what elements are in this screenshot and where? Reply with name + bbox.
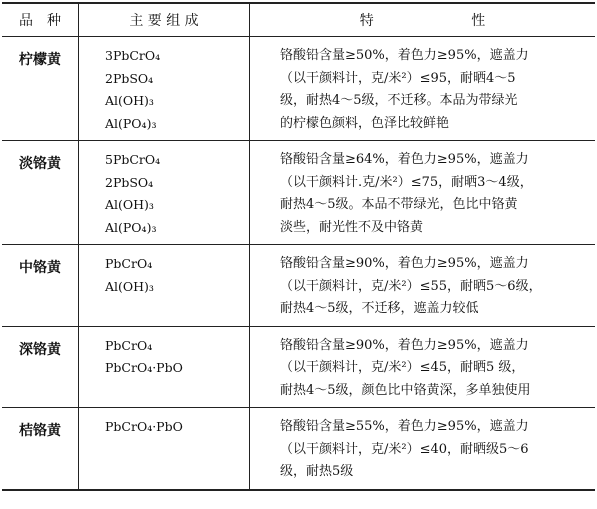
properties-line: 耐热4～5级，颜色比中铬黄深，多单独使用 xyxy=(280,382,531,398)
composition-formula: Al(OH)₃ xyxy=(105,93,154,108)
variety-cell: 柠檬黄 xyxy=(2,37,79,141)
properties-line: 铬酸铅含量≥55%，着色力≥95%，遮盖力 xyxy=(280,419,529,434)
table-row xyxy=(2,326,595,408)
composition-cell xyxy=(79,37,250,141)
properties-line: 耐热4～5级，不迁移，遮盖力较低 xyxy=(280,301,479,316)
composition-formula: PbCrO₄·PbO xyxy=(105,360,183,375)
header-row xyxy=(2,3,595,37)
composition-formula: 5PbCrO₄ xyxy=(105,152,161,167)
properties-line: 级，耐热5级 xyxy=(280,464,354,479)
composition-formula: 2PbSO₄ xyxy=(105,70,154,86)
properties-cell xyxy=(250,37,596,141)
properties-line: 铬酸铅含量≥90%，着色力≥95%，遮盖力 xyxy=(280,337,529,353)
composition-cell xyxy=(79,326,250,408)
properties-cell xyxy=(250,326,596,408)
properties-line: （以干颜料计，克/米²）≤40，耐晒级5～6 xyxy=(280,441,529,457)
composition-formula: Al(PO₄)₃ xyxy=(105,219,157,235)
header-properties xyxy=(250,3,596,37)
variety-cell: 深铬黄 xyxy=(2,326,79,408)
properties-line: （以干颜料计，克/米²）≤55，耐晒5～6级， xyxy=(280,278,542,294)
composition-cell xyxy=(79,141,250,245)
pigment-table xyxy=(2,2,595,491)
properties-line: 级，耐热4～5级，不迁移。本品为带绿光 xyxy=(280,93,518,108)
variety-cell: 淡铬黄 xyxy=(2,141,79,245)
properties-line: （以干颜料计，克/米²）≤95，耐晒4～5 xyxy=(280,70,516,86)
properties-line: （以干颜料计.克/米²）≤75，耐晒3～4级， xyxy=(280,174,533,190)
header-composition-label: 主 要 组 成 xyxy=(129,13,199,29)
properties-cell xyxy=(250,141,596,245)
properties-line: 铬酸铅含量≥90%，着色力≥95%，遮盖力 xyxy=(280,256,529,271)
composition-formula: 3PbCrO₄ xyxy=(105,48,161,63)
table-body xyxy=(2,37,595,490)
composition-formula: PbCrO₄ xyxy=(105,256,153,271)
properties-line: 铬酸铅含量≥50%，着色力≥95%，遮盖力 xyxy=(280,48,529,63)
header-variety xyxy=(2,3,79,37)
composition-cell xyxy=(79,408,250,490)
properties-line: 淡些，耐光性不及中铬黄 xyxy=(280,219,424,235)
properties-line: 铬酸铅含量≥64%，着色力≥95%，遮盖力 xyxy=(280,152,529,167)
properties-line: （以干颜料计，克/米²）≤45，耐晒5 级， xyxy=(280,360,525,375)
header-properties-label-a: 特 xyxy=(359,13,374,29)
composition-formula: PbCrO₄ xyxy=(105,337,153,353)
table-row xyxy=(2,141,595,245)
properties-line: 的柠檬色颜料，色泽比较鲜艳 xyxy=(280,115,450,131)
composition-cell xyxy=(79,245,250,327)
composition-formula: Al(OH)₃ xyxy=(105,278,154,294)
composition-formula: Al(OH)₃ xyxy=(105,197,154,212)
header-variety-label: 品 种 xyxy=(19,13,61,29)
properties-line: 耐热4～5级。本品不带绿光，色比中铬黄 xyxy=(280,197,518,212)
properties-cell xyxy=(250,408,596,490)
composition-formula: Al(PO₄)₃ xyxy=(105,115,157,131)
table-row xyxy=(2,37,595,141)
header-properties-label-b: 性 xyxy=(471,13,486,29)
table-row xyxy=(2,245,595,327)
table-header xyxy=(2,3,595,37)
table-row xyxy=(2,408,595,490)
composition-formula: PbCrO₄·PbO xyxy=(105,419,183,434)
variety-cell: 桔铬黄 xyxy=(2,408,79,490)
variety-cell: 中铬黄 xyxy=(2,245,79,327)
header-composition xyxy=(79,3,250,37)
composition-formula: 2PbSO₄ xyxy=(105,174,154,190)
properties-cell xyxy=(250,245,596,327)
